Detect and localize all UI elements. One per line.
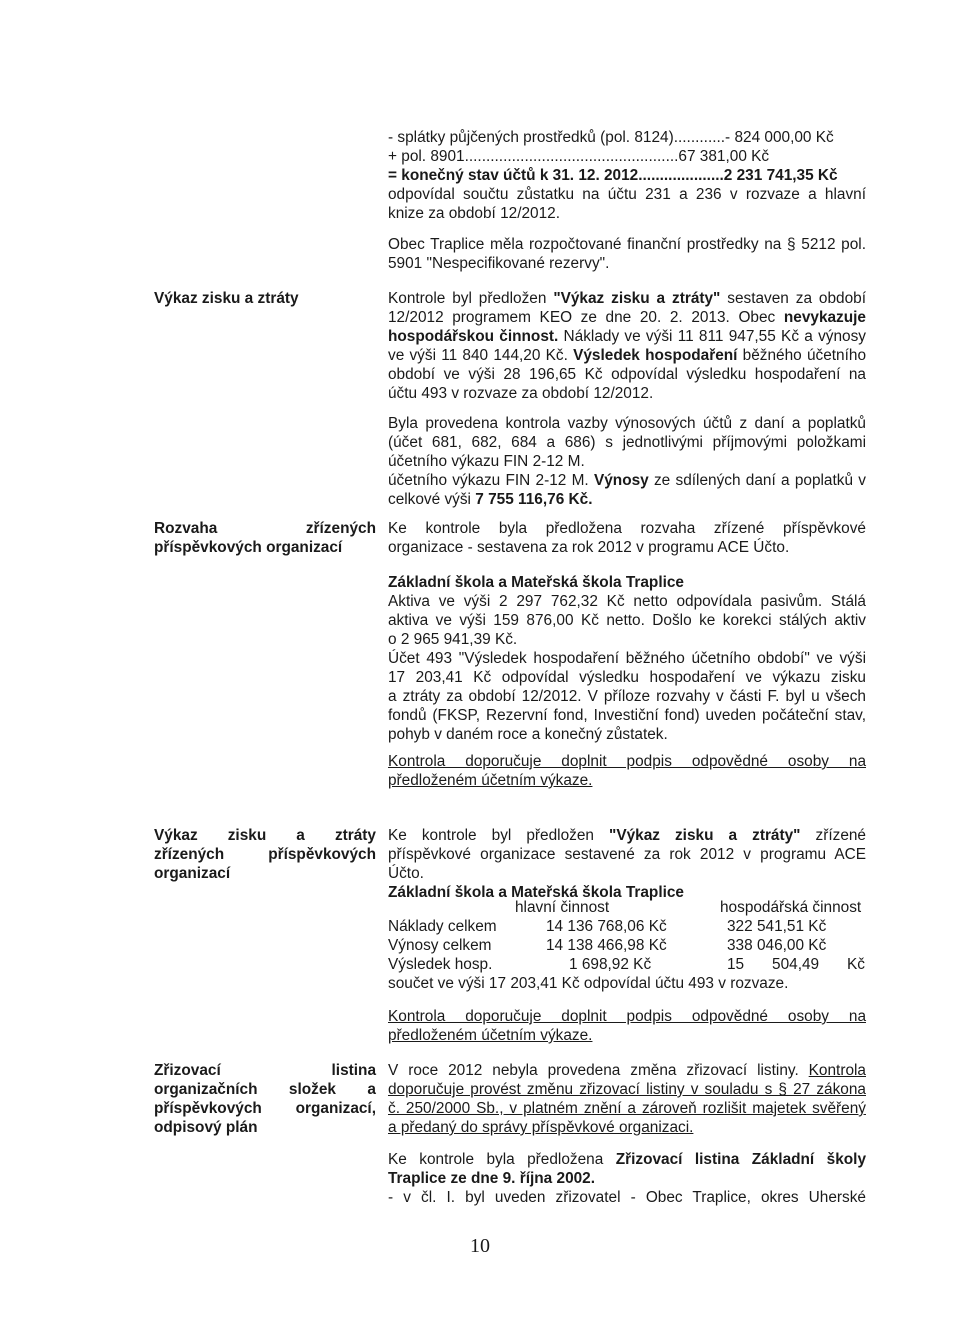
vzz-paragraph-1: Kontrole byl předložen "Výkaz zisku a ztráty" sestaven za období 12/2012 programem KEO ze dne 20. 2. 2013. Obec nevykazuje hospodářskou činnost. Náklady ve výši 11 811 947,55 Kč a výnosy ve výši 11 840 144,20 Kč. Výsledek hospodaření běžného účetního období ve výši 28 196,65 Kč odpovídal výsledku hospodaření na účtu 493 v rozvaze za období 12/2012.	[388, 290, 866, 402]
school-heading-2: Základní škola a Mateřská škola Traplice	[388, 884, 684, 901]
vzz-paragraph-2: Byla provedena kontrola vazby výnosových účtů z daní a poplatků (účet 681, 682, 684 a 686) s jednotlivými příjmovými položkami účetního výkazu FIN 2-12 M. účetního výkazu FIN 2-12 M. Výnosy ze sdílených daní a poplatků v celkové výši 7 755 116,76 Kč.	[388, 415, 866, 508]
section-label-rozvaha: Rozvaha zřízených příspěvkových organizací	[154, 520, 376, 556]
school-heading: Základní škola a Mateřská škola Traplice	[388, 574, 684, 591]
zl-paragraph-1: V roce 2012 nebyla provedena změna zřizovací listiny. Kontrola doporučuje provést změnu zřizovací listiny v souladu s § 27 zákona č. 250/2000 Sb., v platném znění a zároveň rozlišit majetek svěřený a předaný do správy příspěvkové organizaci.	[388, 1062, 866, 1136]
balance-note: odpovídal součtu zůstatku na účtu 231 a 236 v rozvaze a hlavní	[388, 186, 866, 203]
rozvaha-paragraph-1: Ke kontrole byla předložena rozvaha zřízené příspěvkové organizace - sestavena za rok 2012 v programu ACE Účto.	[388, 520, 866, 556]
table-cell: 14 138 466,98 Kč	[546, 937, 667, 954]
page-number: 10	[470, 1235, 490, 1257]
vzz-po-paragraph: Ke kontrole byl předložen "Výkaz zisku a ztráty" zřízené příspěvkové organizace sestavené za rok 2012 v programu ACE Účto. Základní škola a Mateřská škola Traplice	[388, 827, 866, 901]
table-cell: 338 046,00 Kč	[727, 937, 827, 954]
table-cell: 322 541,51 Kč	[727, 918, 827, 935]
section-label-vzz-po: Výkaz zisku a ztráty zřízených příspěvkových organizací	[154, 827, 376, 882]
section-label-vzz: Výkaz zisku a ztráty	[154, 290, 299, 307]
line-pol-8901: + pol. 8901 .................................................. 67 381,00 Kč	[388, 148, 770, 165]
rozvaha-body: Základní škola a Mateřská škola Traplice Aktiva ve výši 2 297 762,32 Kč netto odpovídala pasivům. Stálá aktiva ve výši 159 876,00 Kč netto. Došlo ke korekci stálých aktiv o 2 965 941,39 Kč. Účet 493 "Výsledek hospodaření běžného účetního období" ve výši 17 203,41 Kč odpovídal výsledku hospodaření ve výkazu zisku a ztráty za období 12/2012. V příloze rozvahy v části F. byl u všech fondů (FKSP, Rezervní fond, Investiční fond) uveden počáteční stav, pohyb v daném roce a konečný zůstatek.	[388, 574, 866, 743]
top-block	[388, 128, 866, 223]
table-cell: 15 504,49 Kč	[727, 956, 865, 973]
table-cell: 1 698,92 Kč	[569, 956, 652, 973]
balance-note-end: knize za období 12/2012.	[388, 205, 560, 222]
table-cell: 14 136 768,06 Kč	[546, 918, 667, 935]
rozvaha-recommendation: Kontrola doporučuje doplnit podpis odpovědné osoby na předloženém účetním výkaze.	[388, 753, 866, 789]
section-label-zl: Zřizovací listina organizačních složek a příspěvkových organizací, odpisový plán	[154, 1062, 376, 1136]
vzz-po-recommendation: Kontrola doporučuje doplnit podpis odpovědné osoby na předloženém účetním výkaze.	[388, 1008, 866, 1044]
line-loan-repayment: - splátky půjčených prostředků (pol. 8124) ............ - 824 000,00 Kč	[388, 129, 834, 146]
table-header: hospodářská činnost	[720, 899, 862, 916]
vzz-po-sum: součet ve výši 17 203,41 Kč odpovídal účtu 493 v rozvaze.	[388, 975, 789, 992]
zl-paragraph-2: Ke kontrole byla předložena Zřizovací listina Základní školy Traplice ze dne 9. října 2002. - v čl. I. byl uveden zřizovatel - Obec Traplice, okres Uherské	[388, 1151, 867, 1206]
table-row-label: Výnosy celkem	[388, 937, 492, 954]
reserve-paragraph: Obec Traplice měla rozpočtované finanční prostředky na § 5212 pol. 5901 "Nespecifikované rezervy".	[388, 236, 866, 272]
results-table	[388, 898, 868, 974]
line-final-balance: = konečný stav účtů k 31. 12. 2012 .................... 2 231 741,35 Kč	[388, 167, 838, 184]
table-row-label: Výsledek hosp.	[388, 956, 493, 973]
table-header: hlavní činnost	[515, 899, 610, 916]
table-row-label: Náklady celkem	[388, 918, 497, 935]
